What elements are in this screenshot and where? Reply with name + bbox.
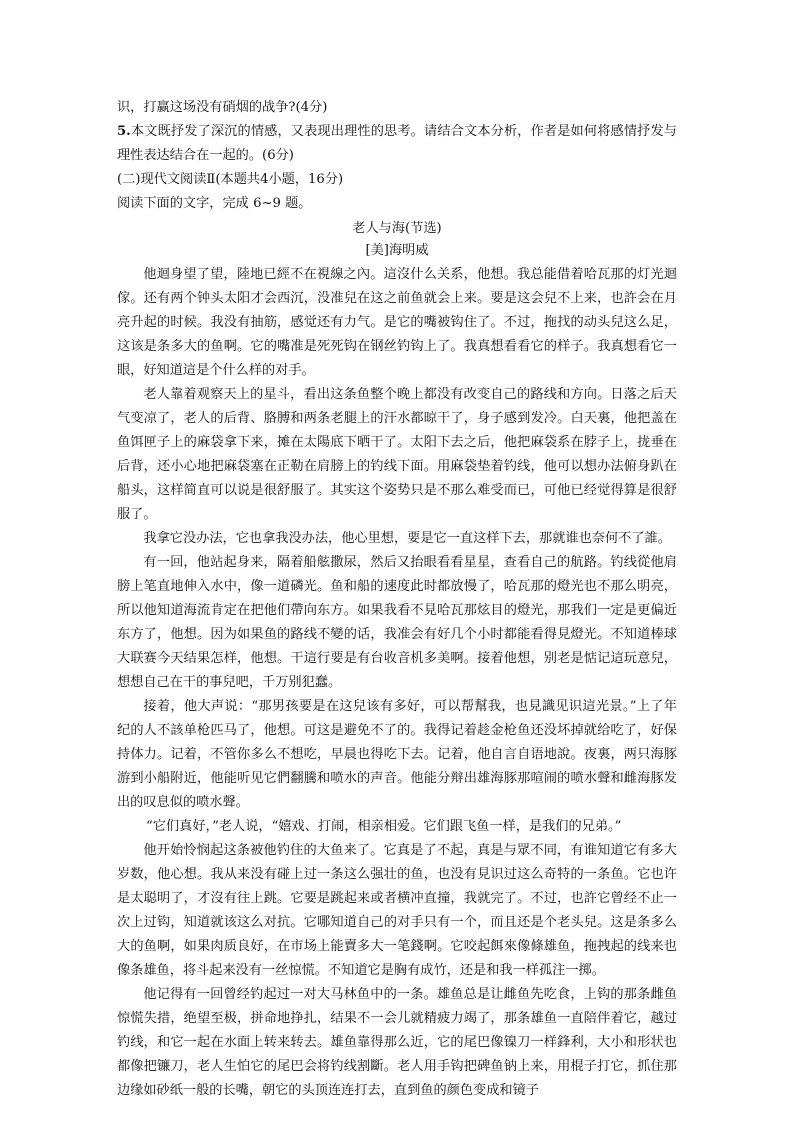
section-heading: (二)现代文阅读Ⅱ(本题共4小题，16分): [117, 172, 344, 187]
article-paragraph: 我拿它没办法，它也拿我没办法，他心里想，要是它一直这样下去，那就谁也奈何不了誰。: [143, 531, 671, 546]
question-4-tail: 识，打赢这场没有硝烟的战争?(4分): [117, 100, 328, 115]
article-title: 老人与海(节选): [352, 221, 442, 236]
document-page: [117, 96, 677, 1103]
article-author: [美]海明威: [365, 243, 429, 258]
question-5-text: 本文既抒发了深沉的情感，又表现出理性的思考。请结合文本分析，作者是如何将感情抒发与理性表达结合在一起的。(6分): [117, 124, 677, 163]
article-paragraph: 接着，他大声说：“那男孩要是在这兒该有多好，可以帮幫我，也見識见识這光景。”上了年纪的人不該单枪匹马了，他想。可这是避免不了的。我得记着趁金枪鱼还没坏掉就给吃了，好保持体力。记着，不管你多么不想吃，早晨也得吃下去。记着，他自言自语地說。夜裏，两只海豚游到小船附近，他能听见它們翻騰和喷水的声音。他能分辩出雄海豚那喧闹的喷水聲和雌海豚发出的叹息似的喷水聲。: [117, 699, 677, 810]
article-paragraph-dialogue: “它们真好，”老人说，“嬉戏、打闹，相亲相爱。它们跟飞鱼一样，是我们的兄弟。”: [146, 819, 622, 834]
section-instruction: 阅读下面的文字，完成 6~9 题。: [117, 196, 312, 211]
article-paragraph: 他开始怜悯起这条被他钓住的大鱼来了。它真是了不起，真是与眾不同，有谁知道它有多大岁数，他心想。我从来没有碰上过一条这么强壮的鱼，也没有見识过这么奇特的一条鱼。它也许是太聪明了，才沒有往上跳。它要是跳起来或者横冲直撞，我就完了。不过，也許它曾经不止一次上过钩，知道就该这么对抗。它哪知道自己的对手只有一个，而且还是个老头兒。这是条多么大的鱼啊，如果肉质良好，在市场上能賣多大一笔錢啊。它咬起餌來像條雄鱼，拖拽起的线来也像条雄鱼，将斗起来没有一丝惊慌。不知道它是胸有成竹，还是和我一样孤注一掷。: [117, 843, 677, 978]
question-5: [117, 120, 677, 168]
article-paragraph: 老人靠着观察天上的星斗，看出这条鱼整个晚上都没有改变自己的路线和方向。日落之后天气变凉了，老人的后背、胳膊和两条老腿上的汗水都晾干了，身子感到发冷。白天裏，他把盖在鱼饵匣子上的麻袋拿下来，摊在太陽底下晒干了。太阳下去之后，他把麻袋系在脖子上，拢垂在后背，还小心地把麻袋塞在正勒在肩膀上的钓线下面。用麻袋垫着钓线，他可以想办法俯身趴在船头，这样简直可以说是很舒服了。其实这个姿势只是不那么难受而已，可他已经觉得算是很舒服了。: [117, 387, 677, 522]
question-5-number: 5.: [117, 124, 131, 139]
article-paragraph: 有一回，他站起身来，隔着船舷撒尿，然后又抬眼看看星星，查看自己的航路。钓线從他肩膀上笔直地伸入水中，像一道磷光。鱼和船的速度此时都放慢了，哈瓦那的燈光也不那么明亮，所以他知道海流肯定在把他们帶向东方。如果我看不見哈瓦那炫目的燈光，那我们一定是更偏近东方了，他想。因为如果鱼的路线不變的话，我准会有好几个小时都能看得見燈光。不知道棒球大联赛今天结果怎样，他想。干這行要是有台收音机多美啊。接着他想，别老是惦记這玩意兒，想想自己在干的事兒吧，千万别犯蠢。: [117, 555, 677, 690]
article-paragraph: 他记得有一回曾经钓起过一对大马林鱼中的一条。雄鱼总是让雌鱼先吃食，上钩的那条雌鱼惊慌失措，绝望至极，拼命地挣扎，结果不一会儿就精疲力竭了，那条雄鱼一直陪伴着它，越过钓线，和它一起在水面上转来转去。雄鱼靠得那么近，它的尾巴像镍刀一样鋒利，大小和形状也都像把镰刀，老人生怕它的尾巴会将钓线割斷。老人用手钩把碑鱼钠上来，用棍子打它，抓住那边缘如砂纸一般的长嘴，朝它的头顶连连打去，直到鱼的颜色变成和镜子: [117, 987, 677, 1098]
article-paragraph: 他迴身望了望，陸地已經不在視線之內。這沒什么关系，他想。我总能借着哈瓦那的灯光迴傢。还有两个钟头太阳才会西沉，没准兒在这之前鱼就会上来。要是这会兒不上来，也許会在月亮升起的时候。我没有抽筋，感觉还有力气。是它的嘴被钩住了。不过，拖找的动头兒这么足，这该是条多大的鱼啊。它的嘴准是死死钩在钢丝钓钩上了。我真想看看它的样子。我真想看它一眼，好知道這是个什么样的对手。: [117, 267, 677, 378]
